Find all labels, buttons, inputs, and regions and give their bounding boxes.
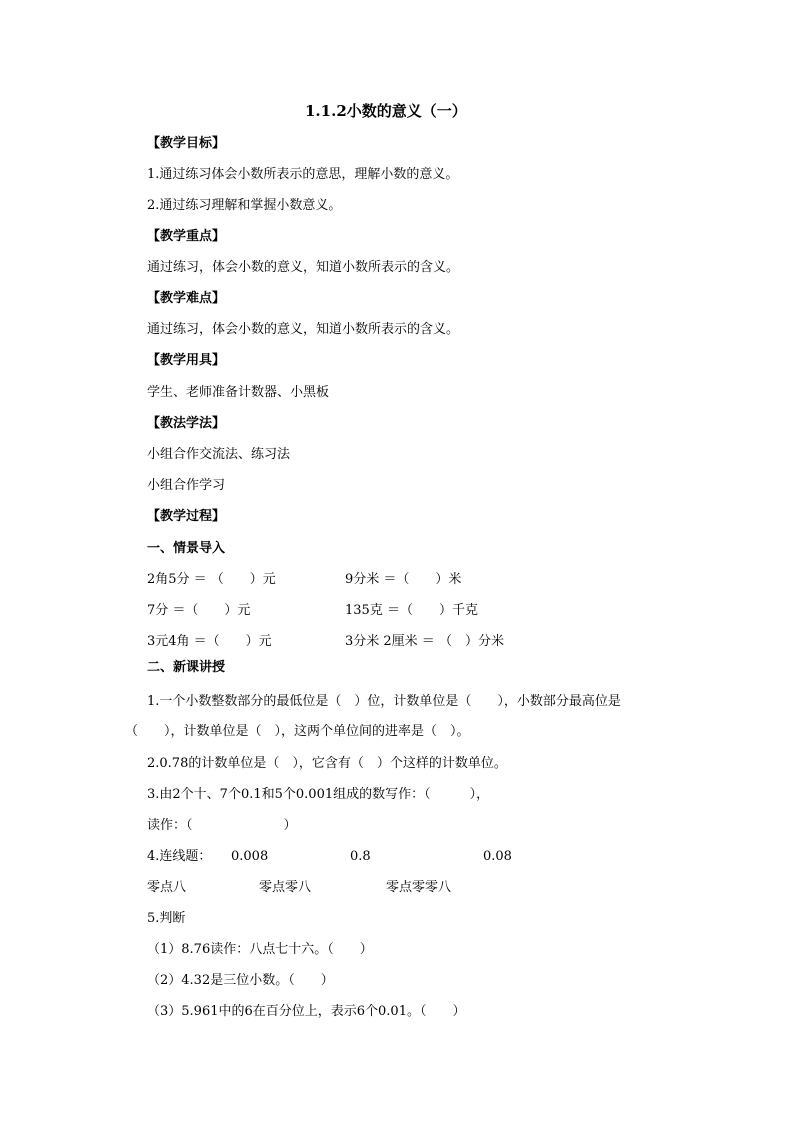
process-heading: 【教学过程】 — [147, 509, 226, 524]
question-5-item-3: （3）5.961中的6在百分位上，表示6个0.01。（ ） — [147, 1004, 466, 1019]
question-4-word-1: 零点八 — [147, 880, 187, 895]
question-4-number-2: 0.8 — [350, 849, 371, 864]
goal-heading: 【教学目标】 — [147, 136, 226, 151]
method-heading: 【教法学法】 — [147, 416, 226, 431]
question-5-item-2: （2）4.32是三位小数。（ ） — [147, 973, 334, 988]
goal-item-1: 1.通过练习体会小数所表示的意思，理解小数的意义。 — [147, 167, 459, 182]
part2-heading: 二、新课讲授 — [147, 660, 226, 675]
question-4-word-3: 零点零零八 — [386, 880, 452, 895]
exercise-2b: 135克 ＝（ ）千克 — [345, 603, 478, 618]
exercise-1a: 2角5分 ＝ （ ）元 — [147, 572, 276, 587]
difficulty-text: 通过练习，体会小数的意义，知道小数所表示的含义。 — [147, 322, 460, 337]
key-heading: 【教学重点】 — [147, 229, 226, 244]
tools-text: 学生、老师准备计数器、小黑板 — [147, 385, 330, 400]
question-1-line-1: 1.一个小数整数部分的最低位是（ ）位，计数单位是（ ），小数部分最高位是 — [147, 694, 621, 709]
key-text: 通过练习，体会小数的意义，知道小数所表示的含义。 — [147, 260, 460, 275]
goal-item-2: 2.通过练习理解和掌握小数意义。 — [147, 198, 342, 213]
question-4-number-1: 0.008 — [231, 849, 269, 864]
question-4-number-3: 0.08 — [483, 849, 512, 864]
question-5-item-1: （1）8.76读作：八点七十六。（ ） — [147, 942, 373, 957]
exercise-2a: 7分 ＝（ ）元 — [147, 603, 251, 618]
question-2: 2.0.78的计数单位是（ ），它含有（ ）个这样的计数单位。 — [147, 756, 507, 771]
question-4-label: 4.连线题： — [147, 849, 212, 864]
question-5-label: 5.判断 — [147, 911, 186, 926]
tools-heading: 【教学用具】 — [147, 353, 226, 368]
part1-heading: 一、情景导入 — [147, 541, 226, 556]
exercise-3a: 3元4角 ＝（ ）元 — [147, 634, 272, 649]
question-3-line-1: 3.由2个十、7个0.1和5个0.001组成的数写作：（ ）， — [147, 787, 490, 802]
exercise-1b: 9分米 ＝（ ）米 — [345, 572, 462, 587]
method-text-2: 小组合作学习 — [147, 478, 226, 493]
question-1-line-2: （ ），计数单位是（ ），这两个单位间的进率是（ ）。 — [125, 724, 470, 739]
question-3-line-2: 读作：（ ） — [147, 818, 297, 833]
question-4-word-2: 零点零八 — [259, 880, 312, 895]
method-text-1: 小组合作交流法、练习法 — [147, 447, 291, 462]
exercise-3b: 3分米 2厘米 ＝ （ ）分米 — [345, 634, 504, 649]
difficulty-heading: 【教学难点】 — [147, 291, 226, 306]
page-title: 1.1.2小数的意义（一） — [305, 102, 467, 120]
